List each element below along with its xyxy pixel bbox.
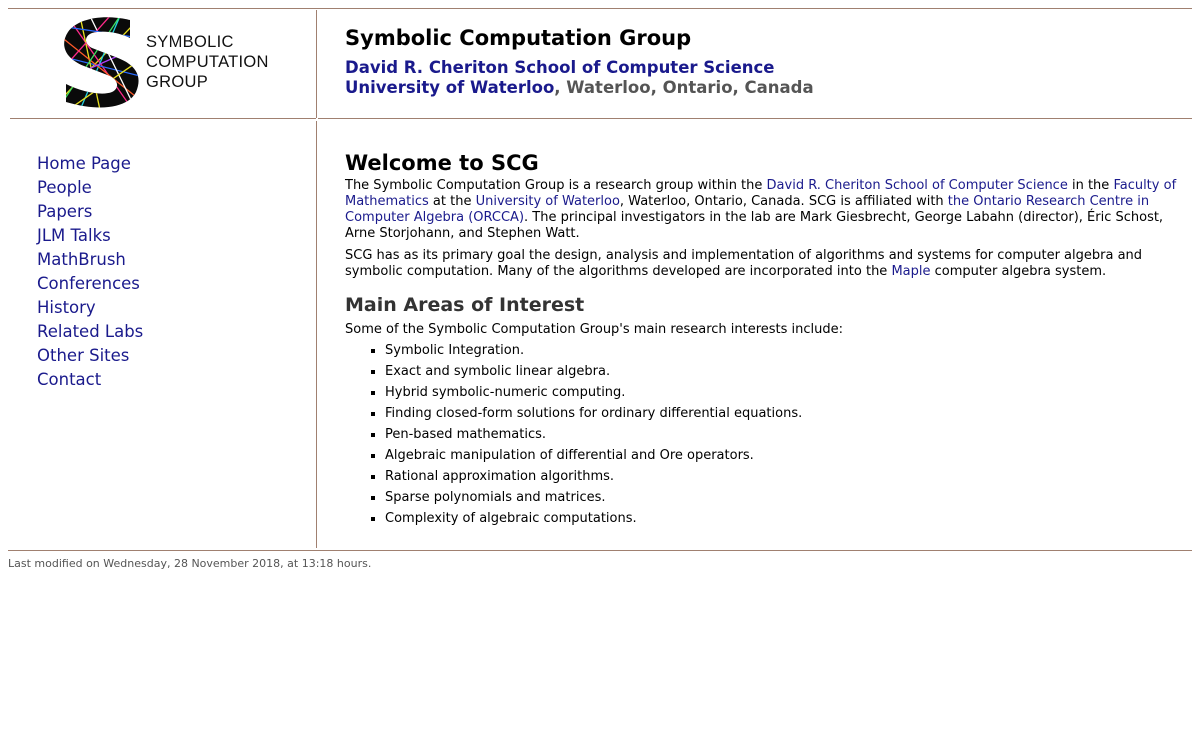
- list-item: ▪ Complexity of algebraic computations.: [385, 511, 1190, 527]
- list-item: ▪ Rational approximation algorithms.: [385, 469, 1190, 485]
- nav-papers[interactable]: Papers: [37, 202, 93, 221]
- intro-text: . The principal investigators in the lab are Mark Giesbrecht, George Labahn (director), Éric Schost, Arne Storjohann, and Stephen Watt.: [345, 210, 1164, 241]
- goal-paragraph: [345, 248, 1190, 280]
- location-text: , Waterloo, Ontario, Canada: [554, 77, 814, 97]
- list-item: ▪ Hybrid symbolic-numeric computing.: [385, 385, 1190, 401]
- header-rule-left: [10, 118, 316, 119]
- footer-rule: [8, 550, 1192, 551]
- list-item: ▪ Finding closed-form solutions for ordinary differential equations.: [385, 406, 1190, 422]
- logo-line: COMPUTATION: [146, 53, 269, 71]
- header-rule-right: [318, 118, 1192, 119]
- list-item: ▪ Algebraic manipulation of differential and Ore operators.: [385, 448, 1190, 464]
- site-title: Symbolic Computation Group: [345, 26, 692, 50]
- last-modified-text: Last modified on Wednesday, 28 November 2018, at 13:18 hours.: [8, 557, 372, 570]
- list-item: ▪ Symbolic Integration.: [385, 343, 1190, 359]
- nav-mathbrush[interactable]: MathBrush: [37, 250, 126, 269]
- logo-text: [146, 32, 269, 92]
- nav-other-sites[interactable]: Other Sites: [37, 346, 130, 365]
- intro-text: The Symbolic Computation Group is a research group within the: [345, 178, 767, 193]
- nav-related-labs[interactable]: Related Labs: [37, 322, 144, 341]
- maple-link[interactable]: Maple: [891, 264, 931, 279]
- sidebar-divider: [316, 121, 317, 548]
- interests-list: [345, 343, 1190, 527]
- logo-line: GROUP: [146, 73, 209, 91]
- intro-paragraph: [345, 178, 1190, 242]
- math-faculty-link[interactable]: Faculty of Mathematics: [345, 178, 1177, 209]
- nav-conferences[interactable]: Conferences: [37, 274, 140, 293]
- interests-intro: Some of the Symbolic Computation Group's main research interests include:: [345, 322, 844, 337]
- university-link[interactable]: University of Waterloo: [345, 77, 555, 97]
- nav-home-page[interactable]: Home Page: [37, 154, 131, 173]
- intro-text: in the: [1067, 178, 1114, 193]
- nav-jlm-talks[interactable]: JLM Talks: [37, 226, 111, 245]
- main-content: [345, 148, 1190, 532]
- nav-history[interactable]: History: [37, 298, 96, 317]
- interests-heading: Main Areas of Interest: [345, 294, 585, 316]
- intro-text: at the: [428, 194, 476, 209]
- school-link[interactable]: David R. Cheriton School of Computer Science: [345, 58, 775, 77]
- list-item: ▪ Exact and symbolic linear algebra.: [385, 364, 1190, 380]
- goal-text: computer algebra system.: [930, 264, 1107, 279]
- header-divider: [316, 10, 317, 118]
- goal-text: SCG has as its primary goal the design, analysis and implementation of algorithms and systems for computer algebra and symbolic computation. Many of the algorithms developed are incorporated into the: [345, 248, 1143, 279]
- orcca-link[interactable]: the Ontario Research Centre in Computer Algebra (ORCCA): [345, 194, 1150, 225]
- site-subtitle: [345, 58, 814, 97]
- uwaterloo-link[interactable]: University of Waterloo: [475, 194, 620, 209]
- scg-logo-icon: [60, 16, 140, 110]
- list-item: ▪ Sparse polynomials and matrices.: [385, 490, 1190, 506]
- logo-line: SYMBOLIC: [146, 33, 234, 51]
- nav-people[interactable]: People: [37, 178, 92, 197]
- sidebar-nav: [37, 152, 143, 392]
- nav-contact[interactable]: Contact: [37, 370, 102, 389]
- cs-school-link[interactable]: David R. Cheriton School of Computer Science: [766, 178, 1068, 193]
- list-item: ▪ Pen-based mathematics.: [385, 427, 1190, 443]
- welcome-heading: Welcome to SCG: [345, 151, 539, 175]
- top-rule: [8, 8, 1192, 9]
- intro-text: , Waterloo, Ontario, Canada. SCG is affiliated with: [619, 194, 948, 209]
